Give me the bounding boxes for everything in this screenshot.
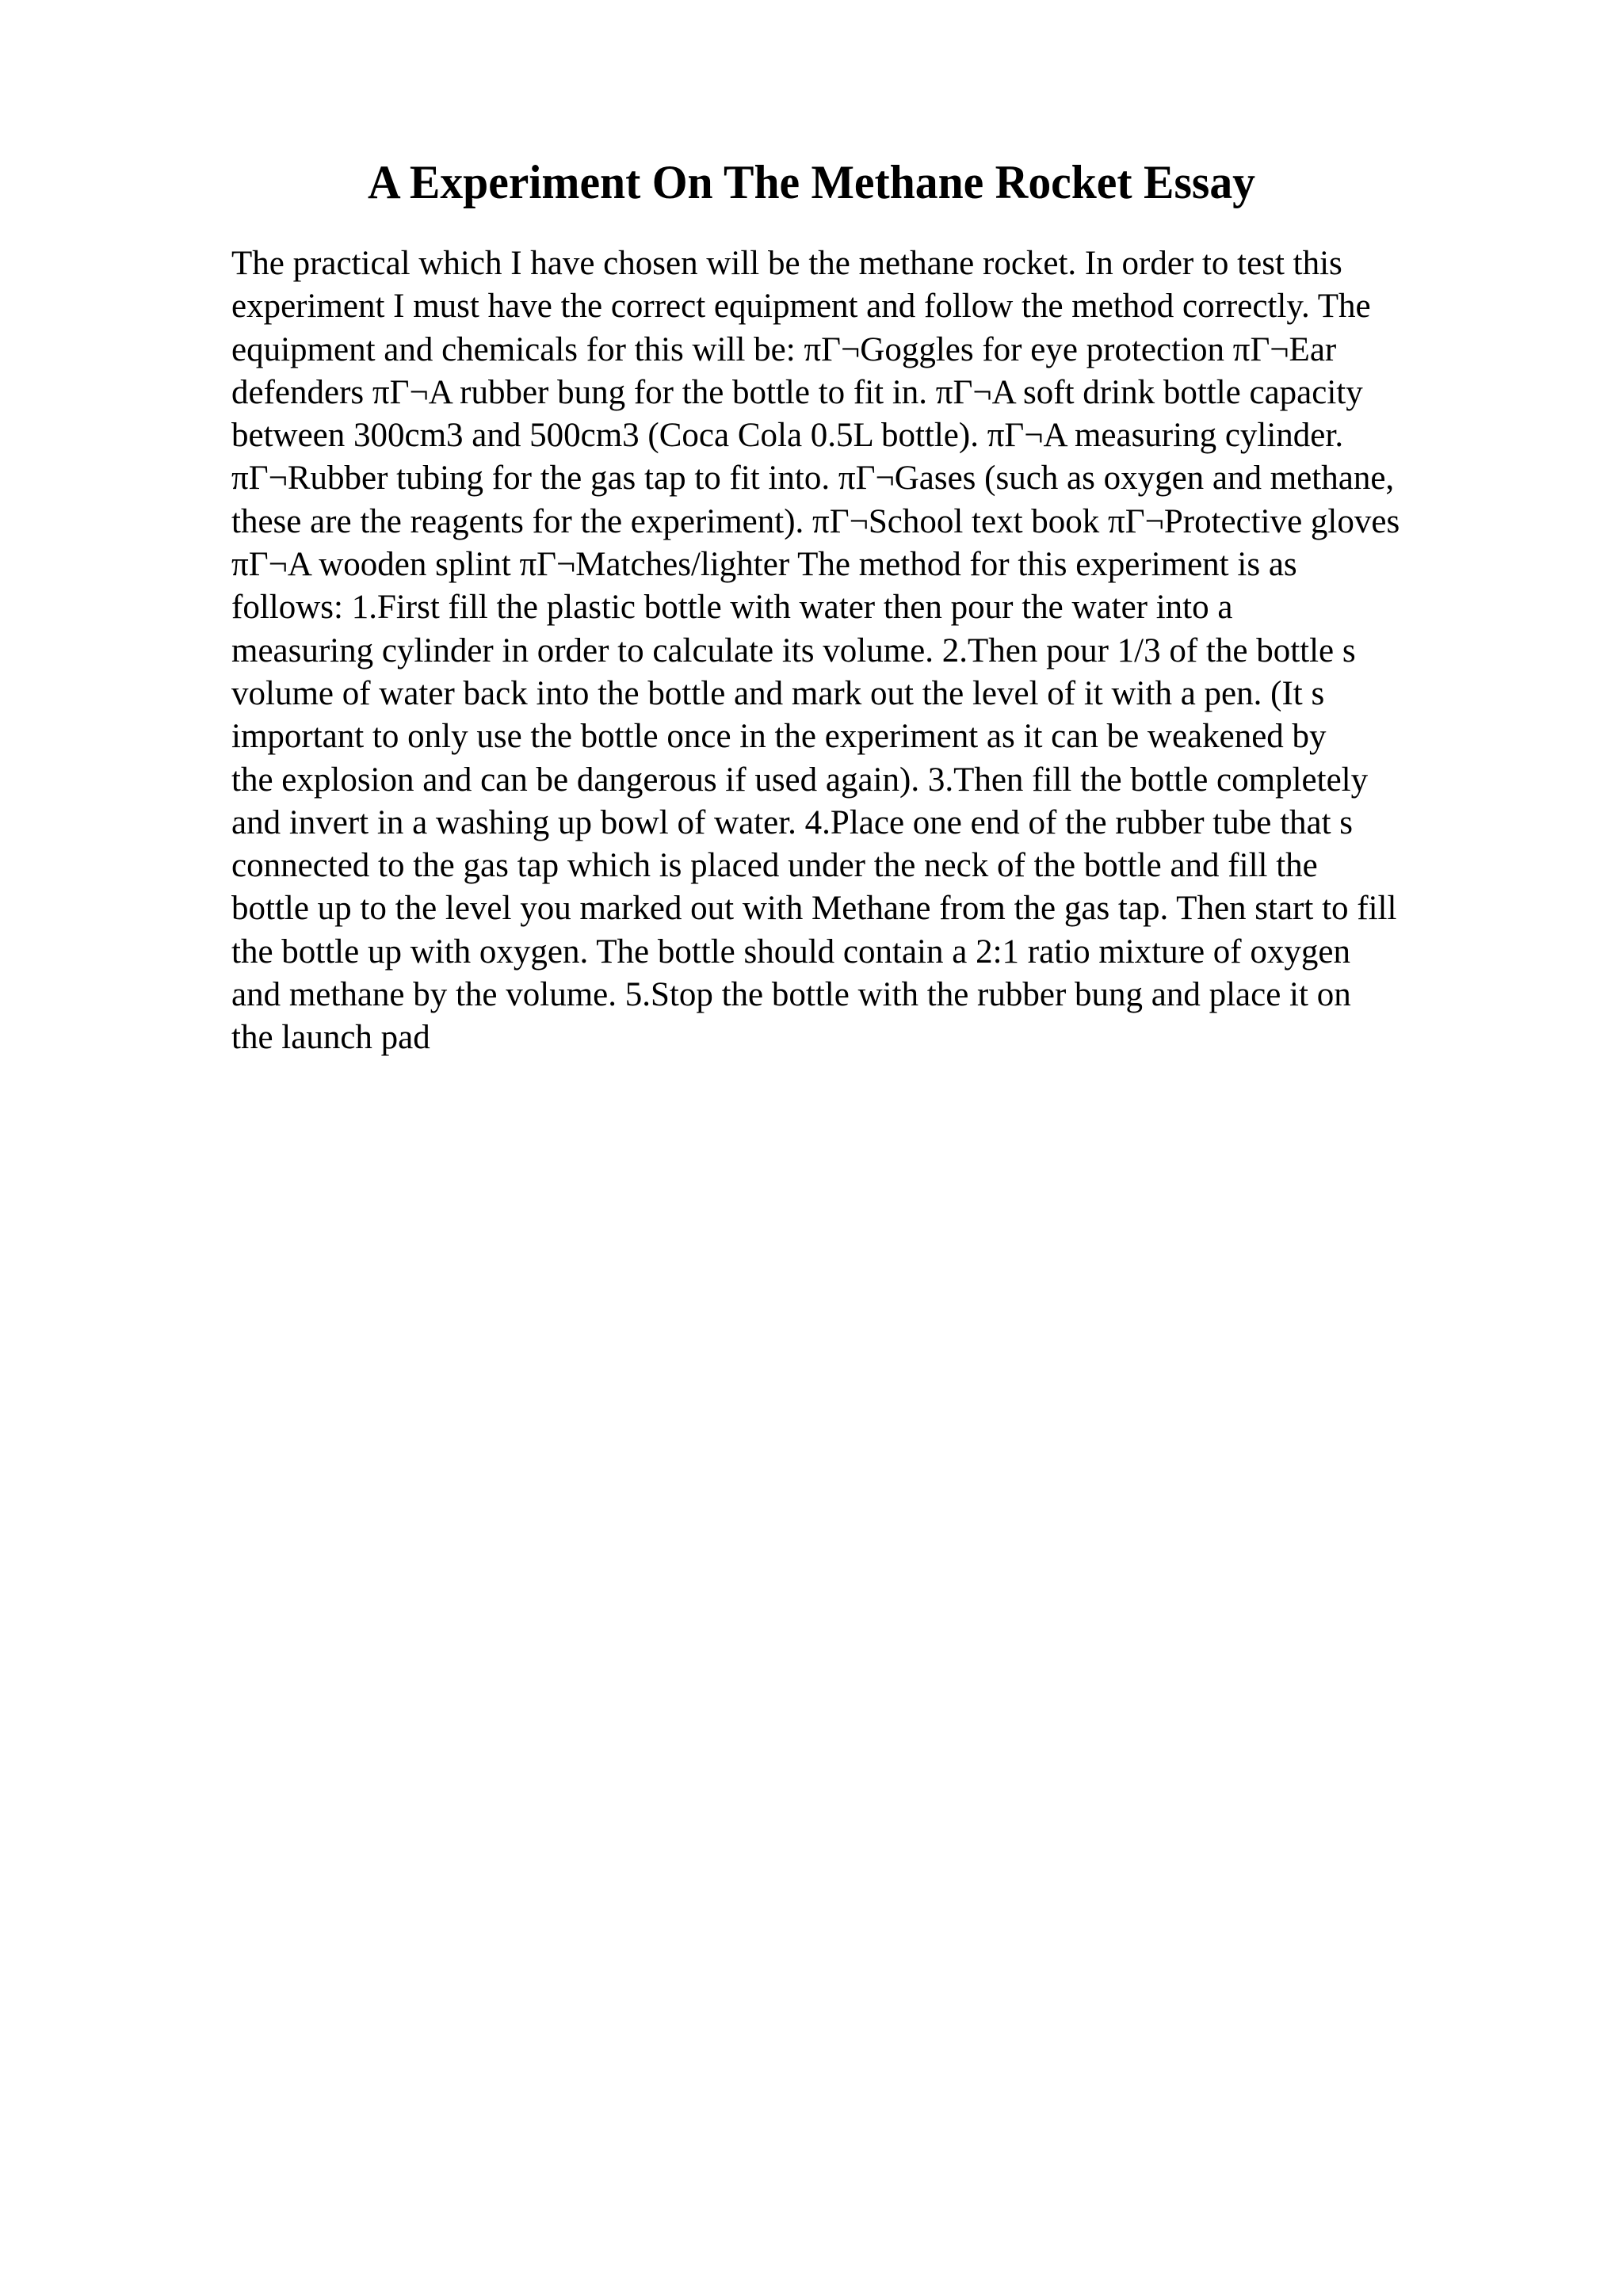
body-line: equipment and chemicals for this will be: πΓ¬Goggles for eye protection πΓ¬Ear <box>231 330 1337 368</box>
body-line: experiment I must have the correct equipment and follow the method correctly. The <box>231 288 1371 326</box>
body-line: and methane by the volume. 5.Stop the bottle with the rubber bung and place it on <box>231 976 1351 1014</box>
body-line: these are the reagents for the experiment). πΓ¬School text book πΓ¬Protective gloves <box>231 502 1400 540</box>
body-line: and invert in a washing up bowl of water. 4.Place one end of the rubber tube that s <box>231 803 1354 841</box>
body-line: follows: 1.First fill the plastic bottle with water then pour the water into a <box>231 589 1233 627</box>
body-line: important to only use the bottle once in the experiment as it can be weakened by <box>231 718 1327 756</box>
body-line: The practical which I have chosen will be the methane rocket. In order to test this <box>231 245 1342 282</box>
page-title: A Experiment On The Methane Rocket Essay <box>368 156 1255 208</box>
essay-body <box>231 242 1515 1060</box>
body-line: the bottle up with oxygen. The bottle should contain a 2:1 ratio mixture of oxygen <box>231 933 1350 971</box>
body-line: volume of water back into the bottle and mark out the level of it with a pen. (It s <box>231 674 1325 712</box>
body-line: between 300cm3 and 500cm3 (Coca Cola 0.5L bottle). πΓ¬A measuring cylinder. <box>231 417 1344 455</box>
body-line: the launch pad <box>231 1019 430 1057</box>
body-line: the explosion and can be dangerous if used again). 3.Then fill the bottle completely <box>231 761 1369 799</box>
body-line: measuring cylinder in order to calculate its volume. 2.Then pour 1/3 of the bottle s <box>231 631 1356 669</box>
body-line: πΓ¬Rubber tubing for the gas tap to fit into. πΓ¬Gases (such as oxygen and methane, <box>231 460 1395 498</box>
body-line: bottle up to the level you marked out with Methane from the gas tap. Then start to fill <box>231 890 1397 928</box>
body-line: defenders πΓ¬A rubber bung for the bottle to fit in. πΓ¬A soft drink bottle capacity <box>231 373 1363 411</box>
body-line: connected to the gas tap which is placed under the neck of the bottle and fill the <box>231 847 1318 885</box>
body-line: πΓ¬A wooden splint πΓ¬Matches/lighter The method for this experiment is as <box>231 546 1297 584</box>
